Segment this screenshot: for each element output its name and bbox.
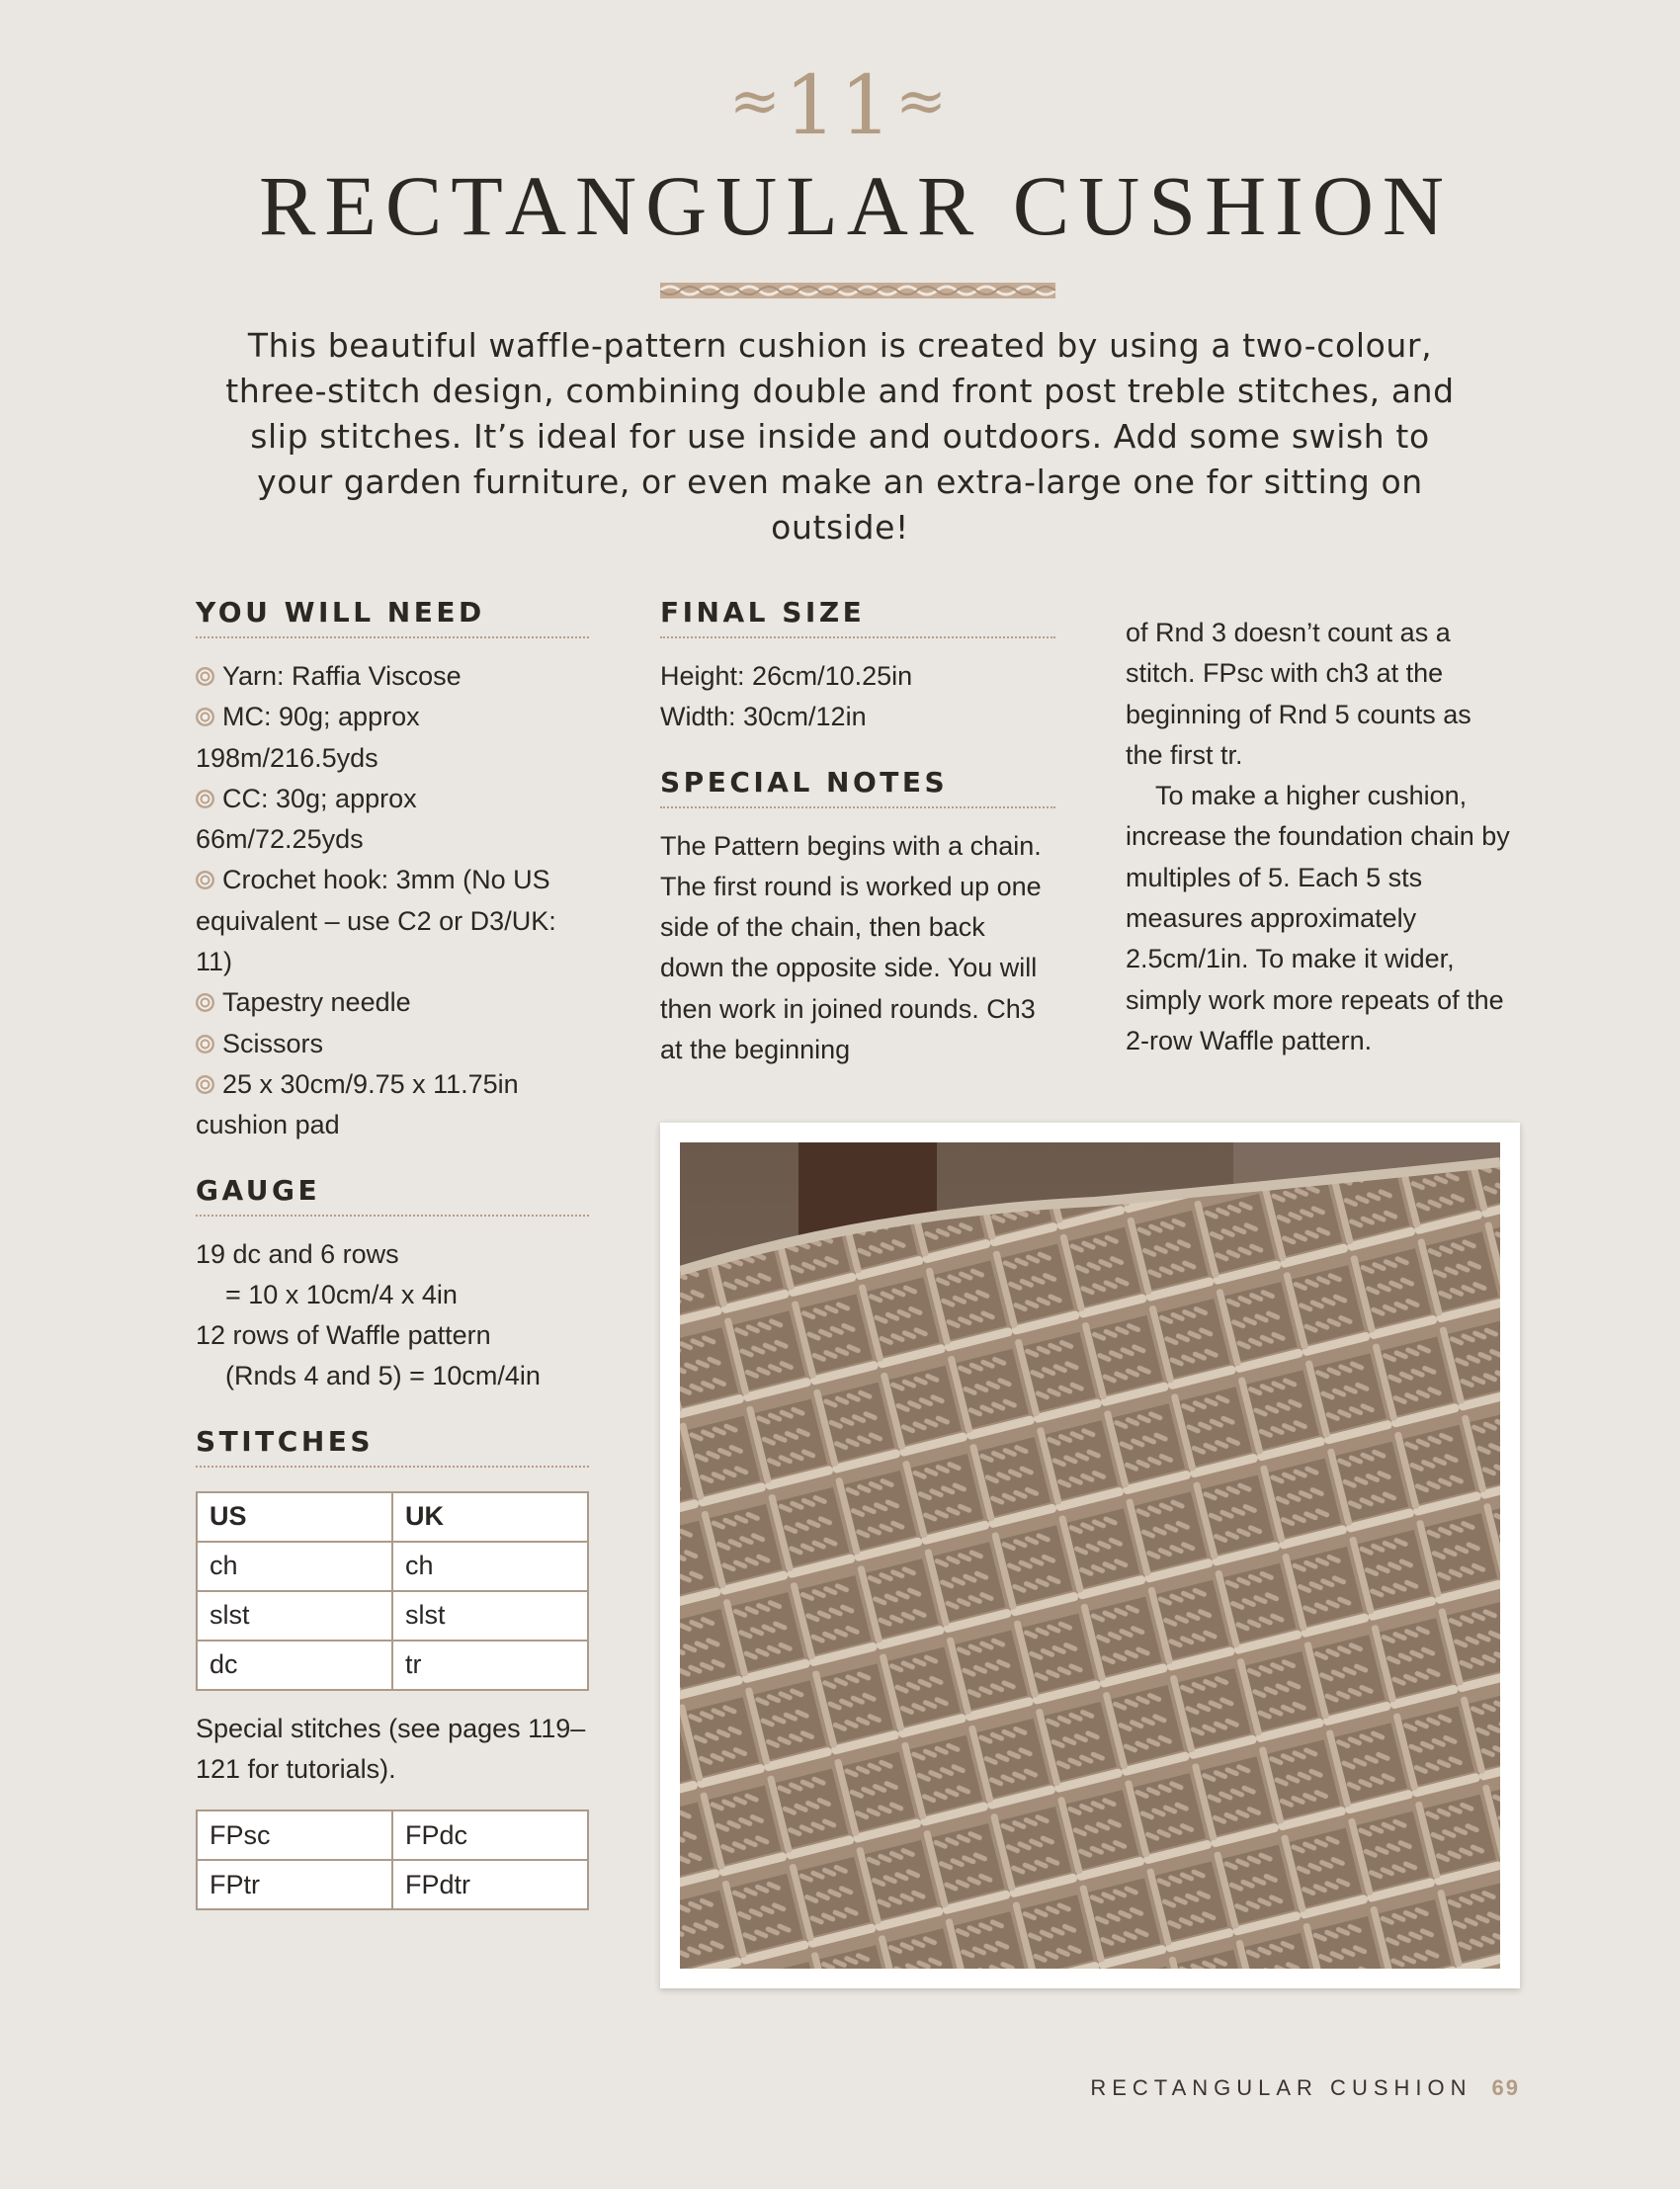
- special-stitches-note: Special stitches (see pages 119–121 for tutorials).: [196, 1713, 586, 1785]
- gauge-heading: GAUGE: [196, 1174, 589, 1217]
- wave-ornament-right: ≈: [895, 64, 952, 136]
- stitch-conversion-table: [196, 1491, 589, 1691]
- yarn-ball-icon: [196, 1075, 214, 1094]
- page-footer: [0, 2075, 1520, 2101]
- stitches-heading: STITCHES: [196, 1425, 589, 1468]
- gauge-line: = 10 x 10cm/4 x 4in: [225, 1279, 458, 1309]
- table-cell: FPdtr: [392, 1860, 588, 1909]
- table-cell: ch: [197, 1542, 392, 1591]
- table-cell: ch: [392, 1542, 588, 1591]
- final-size-heading: FINAL SIZE: [660, 596, 1055, 638]
- intro-paragraph: This beautiful waffle-pattern cushion is created by using a two-colour, three-stitch design, combining double and front post treble stitches, and slip stitches. It’s ideal for use inside and outdoors. Add some swish to your garden furniture, or even make an extra-large one for sitting on outside!: [225, 326, 1455, 547]
- table-cell: tr: [392, 1641, 588, 1690]
- list-item: 25 x 30cm/9.75 x 11.75in cushion pad: [196, 1068, 519, 1140]
- width-value: Width: 30cm/12in: [660, 702, 867, 732]
- page-number: 69: [1491, 2075, 1520, 2100]
- final-size-text: [660, 656, 1055, 738]
- chapter-number: [0, 59, 1680, 153]
- table-cell: slst: [197, 1591, 392, 1641]
- gauge-line: (Rnds 4 and 5) = 10cm/4in: [225, 1361, 541, 1391]
- gauge-line: 19 dc and 6 rows: [196, 1238, 399, 1269]
- chapter-number-text: 11: [784, 59, 896, 153]
- running-title: RECTANGULAR CUSHION: [1090, 2075, 1472, 2100]
- photo-frame: [660, 1123, 1520, 1988]
- yarn-ball-icon: [196, 708, 214, 726]
- materials-list: [196, 656, 589, 1146]
- table-row: [197, 1641, 588, 1690]
- you-will-need-heading: YOU WILL NEED: [196, 596, 589, 638]
- special-notes-continued: of Rnd 3 doesn’t count as a stitch. FPsc with ch3 at the beginning of Rnd 5 counts as the first tr.: [1126, 618, 1471, 770]
- yarn-ball-icon: [196, 871, 214, 889]
- gauge-text: [196, 1234, 589, 1397]
- table-header-row: [197, 1492, 588, 1542]
- list-item: Crochet hook: 3mm (No US equivalent – use C2 or D3/UK: 11): [196, 865, 556, 977]
- list-item: Yarn: Raffia Viscose: [196, 656, 589, 697]
- table-row: [197, 1810, 588, 1860]
- height-value: Height: 26cm/10.25in: [660, 661, 913, 691]
- list-item: Tapestry needle: [196, 982, 589, 1023]
- wave-ornament-left: ≈: [728, 64, 785, 136]
- table-header-cell: US: [197, 1492, 392, 1542]
- special-notes-text: The Pattern begins with a chain. The first round is worked up one side of the chain, then back down the opposite side. You will then work in joined rounds. Ch3 at the beginning: [660, 830, 1042, 1065]
- yarn-ball-icon: [196, 993, 214, 1012]
- gauge-line: 12 rows of Waffle pattern: [196, 1320, 491, 1351]
- list-item: Scissors: [196, 1024, 589, 1064]
- yarn-ball-icon: [196, 790, 214, 808]
- yarn-ball-icon: [196, 667, 214, 686]
- table-cell: dc: [197, 1641, 392, 1690]
- table-cell: FPdc: [392, 1810, 588, 1860]
- table-cell: FPtr: [197, 1860, 392, 1909]
- special-notes-heading: SPECIAL NOTES: [660, 766, 1055, 808]
- table-cell: slst: [392, 1591, 588, 1641]
- table-row: [197, 1860, 588, 1909]
- list-item: CC: 30g; approx 66m/72.25yds: [196, 783, 417, 855]
- table-header-cell: UK: [392, 1492, 588, 1542]
- table-row: [197, 1591, 588, 1641]
- special-notes-paragraph-2: To make a higher cushion, increase the foundation chain by multiples of 5. Each 5 sts measures approximately 2.5cm/1in. To make it wider, simply work more repeats of the 2-row Waffle pattern.: [1126, 781, 1510, 1055]
- special-stitch-table: [196, 1810, 589, 1910]
- table-cell: FPsc: [197, 1810, 392, 1860]
- table-row: [197, 1542, 588, 1591]
- list-item: MC: 90g; approx 198m/216.5yds: [196, 702, 420, 773]
- middle-column: [660, 596, 1055, 1070]
- left-column: [196, 596, 589, 1910]
- waffle-cushion-photo: [680, 1142, 1500, 1969]
- page-title: RECTANGULAR CUSHION: [258, 158, 1454, 253]
- right-column: [1126, 613, 1511, 1061]
- braid-ornament-icon: [660, 283, 1055, 298]
- yarn-ball-icon: [196, 1035, 214, 1053]
